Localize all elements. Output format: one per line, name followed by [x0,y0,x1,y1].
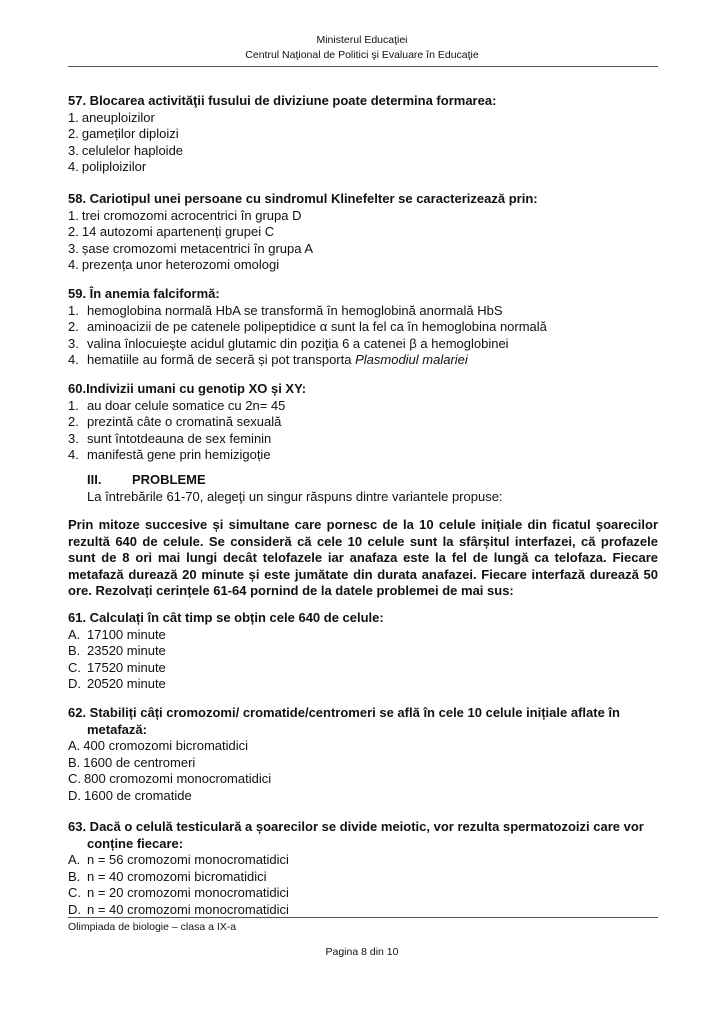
answer-option [68,224,658,241]
answer-option [68,110,658,127]
question-title: 60.Indivizii umani cu genotip XO și XY: [68,381,307,396]
option-text: 23520 minute [87,643,166,659]
option-label: 4. [68,257,79,273]
option-label: 4. [68,352,79,368]
option-text: valina înlocuieşte acidul glutamic din poziţia 6 a catenei β a hemoglobinei [87,335,509,351]
option-label: A. [68,852,81,868]
option-text: 1600 de centromeri [83,754,196,770]
answer-option [68,241,658,258]
option-text: 400 cromozomi bicromatidici [83,738,249,754]
answer-option [68,398,658,415]
option-text: celulelor haploide [81,142,184,158]
answer-option [68,627,658,644]
question-63 [68,819,658,919]
section-number: III. [87,472,102,487]
answer-option [68,852,658,869]
answer-option [68,414,658,431]
footer-title: Olimpiada de biologie – clasa a IX-a [68,921,237,933]
section-title: PROBLEME [132,472,206,487]
question-title: 61. Calculați în cât timp se obțin cele 640 de celule: [68,610,384,625]
answer-option [68,447,658,464]
answer-option [68,352,658,369]
option-text: 17520 minute [87,659,166,675]
answer-option [68,771,658,788]
option-label: 4. [68,159,79,175]
option-text: sunt întotdeauna de sex feminin [87,430,272,446]
question-title: 59. În anemia falciformă: [68,286,220,301]
question-title: 57. Blocarea activităţii fusului de diviziune poate determina formarea: [68,93,497,108]
answer-option [68,643,658,660]
answer-option [68,788,658,805]
option-label: D. [68,787,81,803]
section-heading [68,472,677,505]
answer-option [68,336,658,353]
question-62 [68,705,658,805]
answer-option [68,869,658,886]
option-label: 4. [68,447,79,463]
option-label: B. [68,643,81,659]
answer-option [68,676,658,693]
header-ministry: Ministerul Educaţiei [316,34,408,46]
option-label: 2. [68,126,79,142]
option-text: manifestă gene prin hemizigoție [87,447,271,463]
question-59 [68,286,658,369]
option-text: poliploizilor [81,159,147,175]
option-label: D. [68,676,81,692]
option-label: 1. [68,109,79,125]
option-text: aneuploizilor [81,109,155,125]
option-text: prezența unor heterozomi omologi [81,257,280,273]
option-label: C. [68,771,81,787]
question-title: 58. Cariotipul unei persoane cu sindromul Klinefelter se caracterizează prin: [68,191,538,206]
option-label: 1. [68,397,79,413]
question-57 [68,93,658,176]
option-label: 1. [68,207,79,223]
answer-option [68,755,658,772]
footer-divider [68,917,658,918]
page-number: Pagina 8 din 10 [325,946,399,958]
question-61 [68,610,658,693]
header-center: Centrul Naţional de Politici şi Evaluare în Educaţie [245,49,479,61]
option-label: 3. [68,240,79,256]
answer-option [68,431,658,448]
question-title: 63. Dacă o celulă testiculară a șoarecilor se divide meiotic, vor rezulta spermatozoizi care vor conține fiecare: [68,819,644,851]
option-text: 14 autozomi apartenenți grupei C [81,224,275,240]
option-text: șase cromozomi metacentrici în grupa A [81,240,314,256]
answer-option [68,319,658,336]
option-text: 17100 minute [87,626,166,642]
option-text: au doar celule somatice cu 2n= 45 [87,397,286,413]
option-text: 1600 de cromatide [84,787,192,803]
option-text: aminoacizii de pe catenele polipeptidice α sunt la fel ca în hemoglobina normală [87,319,547,335]
option-italic-text: Plasmodiul malariei [355,352,468,368]
answer-option [68,257,658,274]
answer-option [68,885,658,902]
option-text: n = 20 cromozomi monocromatidici [87,885,289,901]
option-text: hemoglobina normală HbA se transformă în hemoglobină anormală HbS [87,302,503,318]
answer-option [68,738,658,755]
answer-option [68,303,658,320]
option-label: 2. [68,319,79,335]
option-text: 20520 minute [87,676,166,692]
option-label: B. [68,754,81,770]
answer-option [68,208,658,225]
answer-option [68,143,658,160]
option-text: prezintă câte o cromatină sexuală [87,414,282,430]
option-text: n = 40 cromozomi bicromatidici [87,868,267,884]
header-divider [68,66,658,67]
option-label: C. [68,885,81,901]
answer-option [68,660,658,677]
option-label: 2. [68,414,79,430]
option-text: 800 cromozomi monocromatidici [84,771,272,787]
answer-option [68,126,658,143]
option-label: 3. [68,335,79,351]
option-text: trei cromozomi acrocentrici în grupa D [81,207,302,223]
option-label: A. [68,626,81,642]
option-label: 2. [68,224,79,240]
question-58 [68,191,658,274]
option-text: hematiile au formă de seceră și pot transporta [87,352,356,368]
option-label: A. [68,738,81,754]
option-label: D. [68,901,81,917]
section-instruction: La întrebările 61-70, alegeţi un singur răspuns dintre variantele propuse: [87,488,503,504]
option-text: n = 40 cromozomi monocromatidici [87,901,289,917]
option-label: B. [68,868,81,884]
question-60 [68,381,658,464]
option-label: C. [68,659,81,675]
problem-statement: Prin mitoze succesive și simultane care pornesc de la 10 celule inițiale din ficatul șoarecilor rezultă 640 de celule. Se consideră că cele 10 celule sunt la sfârșitul interfazei, că profazele sunt de 8 ori mai lungi decât telofazele iar anafaza este la fel de lungă ca telofaza. Fiecare metafază durează 20 minute și este jumătate din durata anafazei. Fiecare interfază durează 50 ore. Rezolvați cerințele 61-64 pornind de la datele problemei de mai sus: [68,517,658,599]
option-text: n = 56 cromozomi monocromatidici [87,852,289,868]
option-label: 1. [68,302,79,318]
option-label: 3. [68,142,79,158]
option-text: gameților diploizi [81,126,179,142]
option-label: 3. [68,430,79,446]
answer-option [68,159,658,176]
question-title: 62. Stabiliți câți cromozomi/ cromatide/centromeri se află în cele 10 celule inițiale aflate în metafază: [68,705,620,737]
